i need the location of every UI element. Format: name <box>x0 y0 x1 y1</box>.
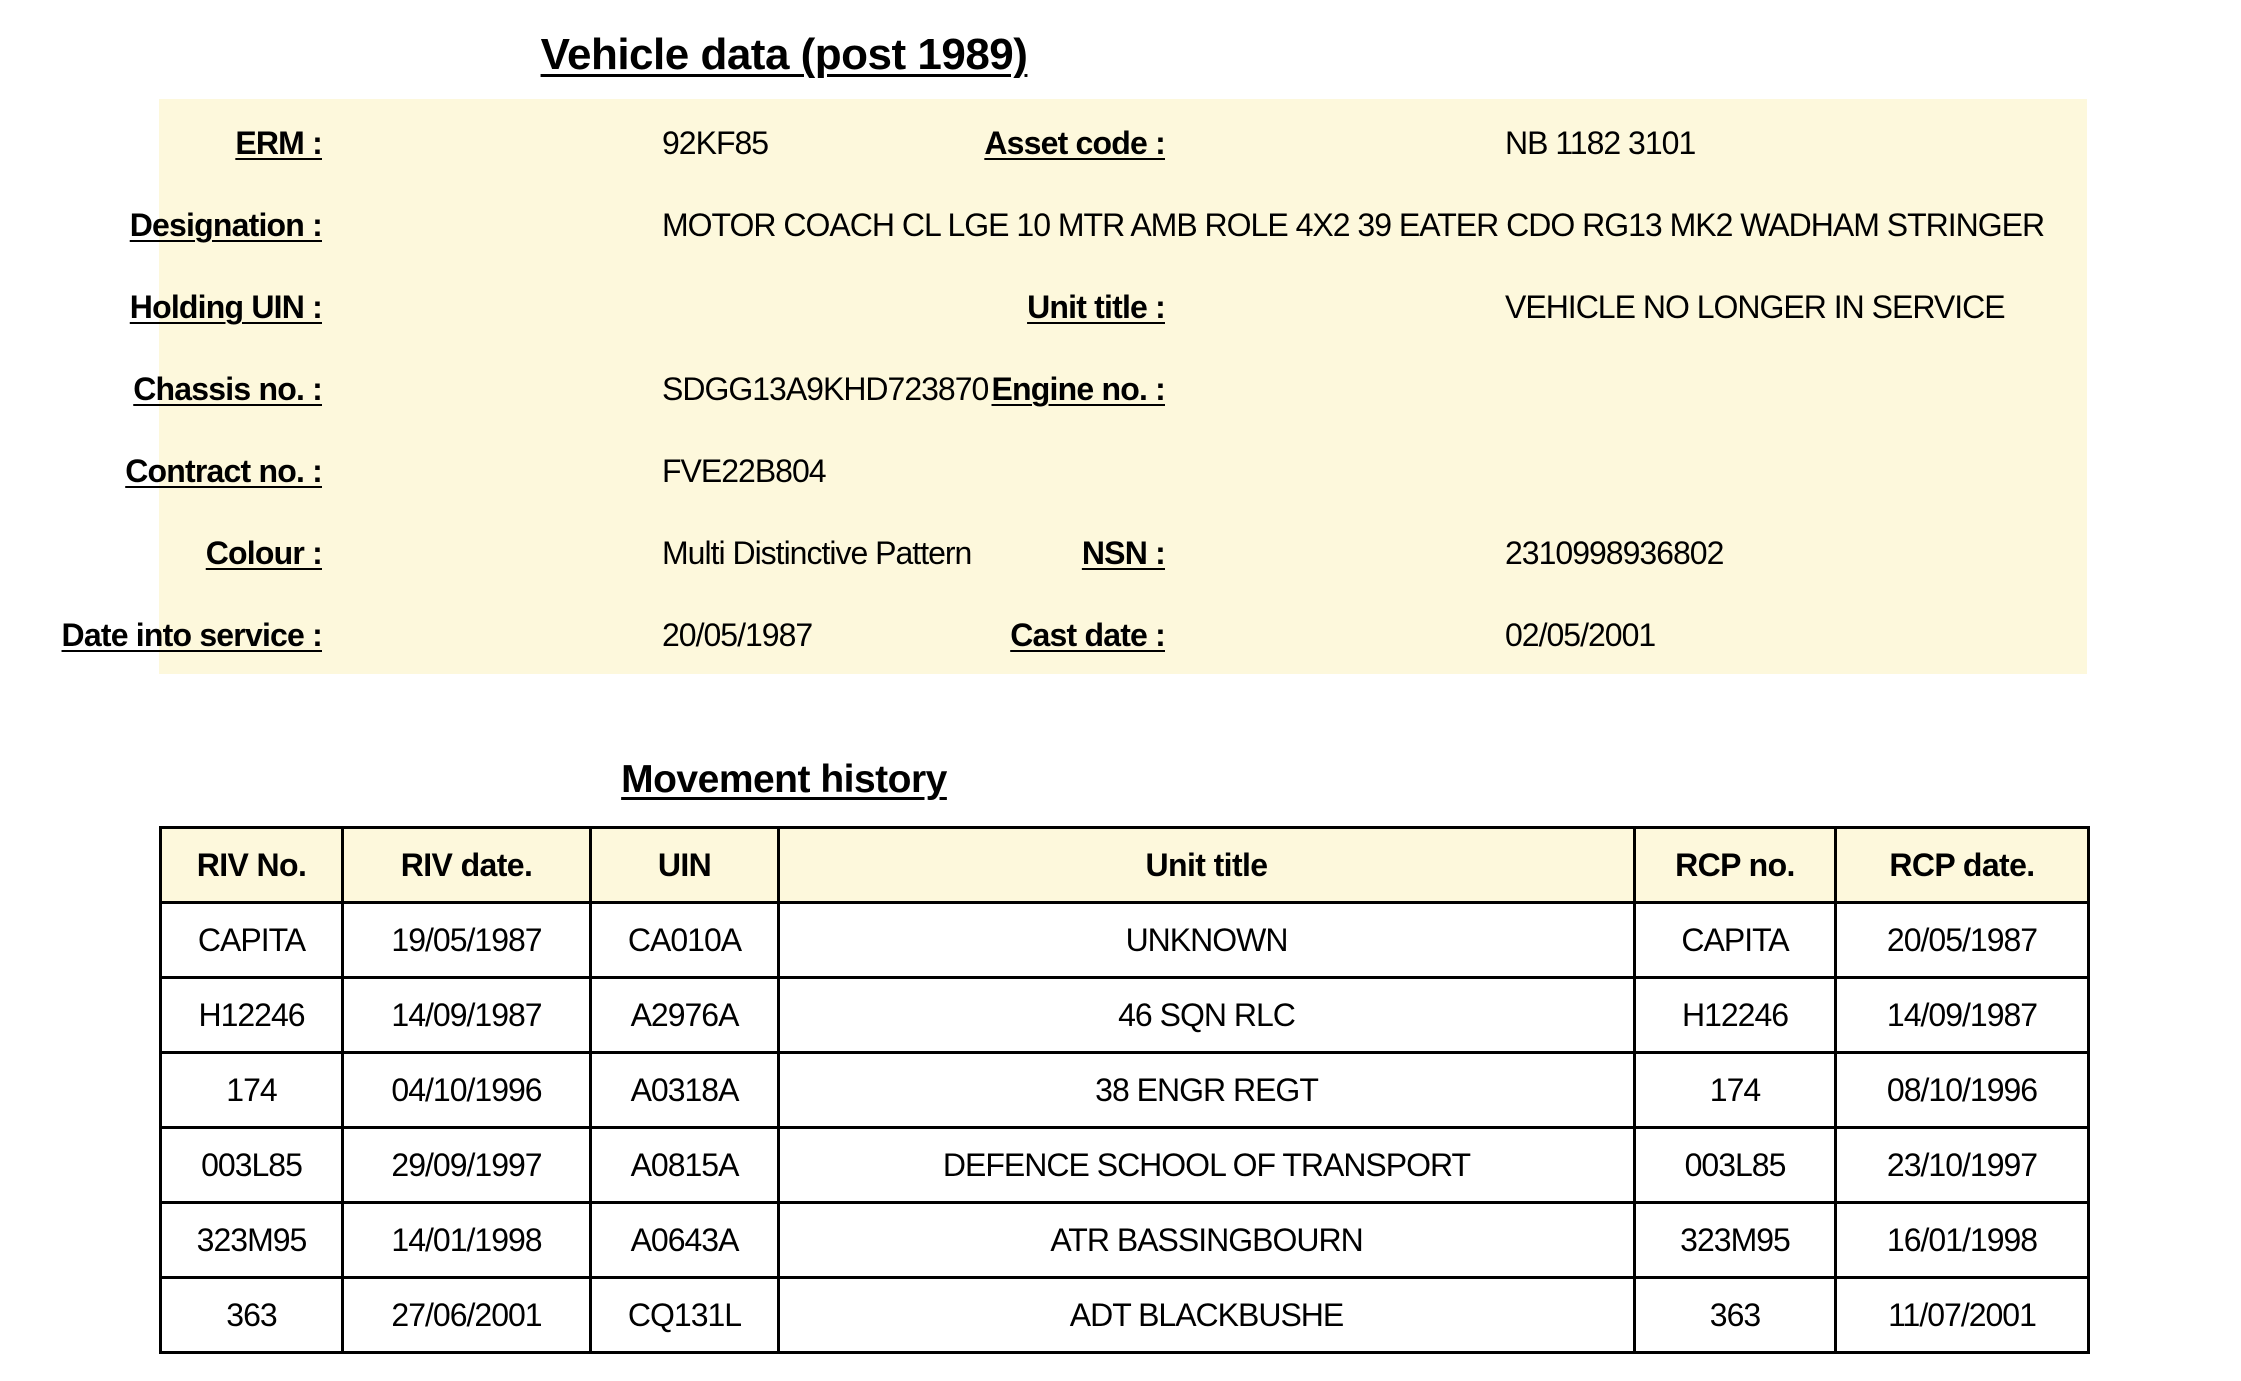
rcp-no-cell: H12246 <box>1635 978 1836 1053</box>
unit-title-cell: 38 ENGR REGT <box>779 1053 1635 1128</box>
header-riv-date: RIV date. <box>343 828 591 903</box>
riv-date-cell: 14/01/1998 <box>343 1203 591 1278</box>
rcp-no-cell: CAPITA <box>1635 903 1836 978</box>
contract-value: FVE22B804 <box>662 453 826 489</box>
nsn-value: 2310998936802 <box>1505 535 1724 571</box>
vehicle-info-panel <box>61 99 2087 674</box>
header-rcp-no: RCP no. <box>1635 828 1836 903</box>
cast-date-value: 02/05/2001 <box>1505 617 1656 653</box>
erm-value: 92KF85 <box>662 125 769 161</box>
chassis-value: SDGG13A9KHD723870 <box>662 371 989 407</box>
header-rcp-date: RCP date. <box>1836 828 2089 903</box>
table-header-row <box>161 828 2089 903</box>
riv-no-cell: CAPITA <box>161 903 343 978</box>
riv-date-cell: 27/06/2001 <box>343 1278 591 1353</box>
riv-no-cell: 003L85 <box>161 1128 343 1203</box>
header-uin: UIN <box>591 828 779 903</box>
riv-no-cell: H12246 <box>161 978 343 1053</box>
asset-code-value: NB 1182 3101 <box>1505 125 1696 161</box>
erm-label: ERM : <box>235 125 322 161</box>
uin-cell: A0815A <box>591 1128 779 1203</box>
riv-no-cell: 363 <box>161 1278 343 1353</box>
rcp-date-cell: 16/01/1998 <box>1836 1203 2089 1278</box>
rcp-no-cell: 363 <box>1635 1278 1836 1353</box>
uin-cell: CQ131L <box>591 1278 779 1353</box>
uin-cell: A0643A <box>591 1203 779 1278</box>
unit-title-cell: ATR BASSINGBOURN <box>779 1203 1635 1278</box>
table-row <box>161 1053 2089 1128</box>
cast-date-label: Cast date : <box>1010 617 1165 653</box>
header-unit-title: Unit title <box>779 828 1635 903</box>
asset-code-label: Asset code : <box>984 125 1165 161</box>
table-row <box>161 1203 2089 1278</box>
designation-value: MOTOR COACH CL LGE 10 MTR AMB ROLE 4X2 39 EATER CDO RG13 MK2 WADHAM STRINGER <box>662 207 2045 243</box>
riv-date-cell: 14/09/1987 <box>343 978 591 1053</box>
rcp-date-cell: 14/09/1987 <box>1836 978 2089 1053</box>
movement-history-title: Movement history <box>621 758 947 802</box>
rcp-no-cell: 174 <box>1635 1053 1836 1128</box>
table-row <box>161 903 2089 978</box>
date-into-service-label: Date into service : <box>61 617 322 653</box>
rcp-date-cell: 08/10/1996 <box>1836 1053 2089 1128</box>
chassis-label: Chassis no. : <box>133 371 322 407</box>
rcp-no-cell: 003L85 <box>1635 1128 1836 1203</box>
contract-label: Contract no. : <box>125 453 322 489</box>
uin-cell: CA010A <box>591 903 779 978</box>
riv-date-cell: 29/09/1997 <box>343 1128 591 1203</box>
rcp-no-cell: 323M95 <box>1635 1203 1836 1278</box>
header-riv-no: RIV No. <box>161 828 343 903</box>
table-row <box>161 978 2089 1053</box>
holding-uin-label: Holding UIN : <box>129 289 322 325</box>
unit-title-cell: UNKNOWN <box>779 903 1635 978</box>
riv-date-cell: 04/10/1996 <box>343 1053 591 1128</box>
rcp-date-cell: 23/10/1997 <box>1836 1128 2089 1203</box>
nsn-label: NSN : <box>1081 535 1165 571</box>
riv-no-cell: 174 <box>161 1053 343 1128</box>
riv-no-cell: 323M95 <box>161 1203 343 1278</box>
uin-cell: A2976A <box>591 978 779 1053</box>
rcp-date-cell: 20/05/1987 <box>1836 903 2089 978</box>
page-title: Vehicle data (post 1989) <box>540 30 1028 80</box>
uin-cell: A0318A <box>591 1053 779 1128</box>
date-into-service-value: 20/05/1987 <box>662 617 813 653</box>
table-row <box>161 1128 2089 1203</box>
colour-value: Multi Distinctive Pattern <box>662 535 972 571</box>
unit-title-cell: DEFENCE SCHOOL OF TRANSPORT <box>779 1128 1635 1203</box>
rcp-date-cell: 11/07/2001 <box>1836 1278 2089 1353</box>
unit-title-cell: 46 SQN RLC <box>779 978 1635 1053</box>
table-row <box>161 1278 2089 1353</box>
riv-date-cell: 19/05/1987 <box>343 903 591 978</box>
colour-label: Colour : <box>205 535 322 571</box>
unit-title-label: Unit title : <box>1027 289 1165 325</box>
designation-label: Designation : <box>129 207 322 243</box>
unit-title-value: VEHICLE NO LONGER IN SERVICE <box>1505 289 2005 325</box>
engine-label: Engine no. : <box>991 371 1165 407</box>
unit-title-cell: ADT BLACKBUSHE <box>779 1278 1635 1353</box>
movement-history-table <box>159 826 2090 1354</box>
